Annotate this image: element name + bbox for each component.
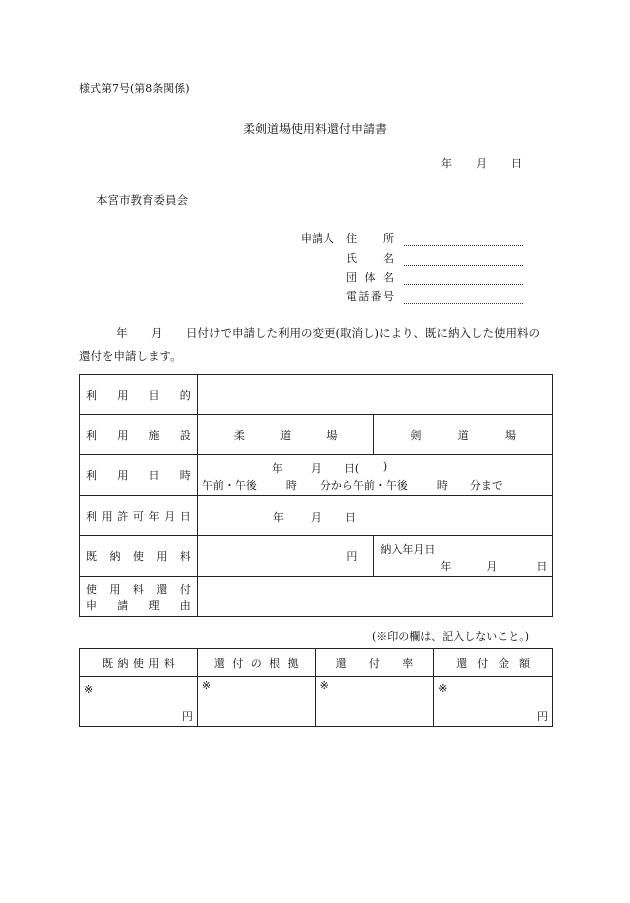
reason-label: 使 用 料 還 付 申 請 理 由 <box>80 577 198 617</box>
name-label: 氏 名 <box>346 252 394 265</box>
recipient: 本宮市教育委員会 <box>96 193 188 207</box>
office-use-mark: ※ <box>438 682 448 695</box>
paid-fee-input[interactable] <box>197 536 374 577</box>
address-label: 住 所 <box>346 232 394 245</box>
form-reference: 様式第7号(第8条関係) <box>79 82 190 95</box>
purpose-input[interactable] <box>197 375 552 415</box>
reason-row <box>80 577 553 617</box>
office-use-mark: ※ <box>201 679 212 692</box>
date-month-label: 月 <box>476 157 487 170</box>
office-refund-basis-cell <box>197 677 315 727</box>
datetime-input[interactable]: 年 月 日( ) 午前・午後 時 分から午前・午後 時 分まで <box>197 455 552 496</box>
office-refund-rate-cell <box>315 677 434 727</box>
statement-line2: 還付を申請します。 <box>79 349 182 363</box>
name-field[interactable] <box>404 265 523 266</box>
header-refund-rate: 還 付 率 <box>315 649 434 677</box>
refund-amount-yen: 円 <box>537 710 548 723</box>
permit-date-label: 利 用 許 可 年 月 日 <box>80 496 198 536</box>
purpose-label: 利 用 目 的 <box>80 375 198 415</box>
statement-month: 月 <box>151 326 163 340</box>
office-paid-fee-cell <box>80 677 198 727</box>
office-use-mark: ※ <box>84 683 94 696</box>
header-paid-fee: 既 納 使 用 料 <box>80 649 198 677</box>
office-header-row <box>80 649 553 677</box>
header-refund-amount: 還 付 金 額 <box>434 649 553 677</box>
phone-label: 電 話 番 号 <box>346 290 394 303</box>
facility-option-judo[interactable]: 柔 道 場 <box>197 415 374 455</box>
facility-label: 利 用 施 設 <box>80 415 198 455</box>
paid-fee-row <box>80 536 553 577</box>
paid-fee-unit: 円 <box>346 550 358 563</box>
office-use-table <box>79 648 553 727</box>
office-data-row <box>80 677 553 727</box>
header-refund-basis: 還 付 の 根 拠 <box>197 649 315 677</box>
statement-line1: 日付けで申請した利用の変更(取消し)により、既に納入した使用料の <box>186 326 540 340</box>
paid-fee-yen: 円 <box>181 710 193 723</box>
address-field[interactable] <box>404 245 523 246</box>
datetime-row <box>80 455 553 496</box>
facility-row <box>80 415 553 455</box>
paid-fee-label: 既 納 使 用 料 <box>80 536 198 577</box>
office-use-note: (※印の欄は、記入しないこと。) <box>372 630 530 643</box>
office-refund-amount-cell <box>434 677 553 727</box>
permit-date-input[interactable]: 年 月 日 <box>197 496 552 536</box>
reason-input[interactable] <box>197 577 552 617</box>
statement-year: 年 <box>116 326 128 340</box>
application-table <box>79 374 553 617</box>
group-name-field[interactable] <box>404 284 523 285</box>
payment-date-label: 納入年月日 <box>380 543 436 556</box>
facility-option-kendo[interactable]: 剣 道 場 <box>374 415 553 455</box>
purpose-row <box>80 375 553 415</box>
group-name-label: 団 体 名 <box>346 271 394 284</box>
payment-date-input[interactable]: 納入年月日 年 月 日 <box>374 536 553 577</box>
date-year-label: 年 <box>441 157 452 170</box>
office-use-mark: ※ <box>319 679 329 692</box>
document-title: 柔剣道場使用料還付申請書 <box>242 122 387 136</box>
applicant-label: 申請人 <box>301 232 334 245</box>
phone-field[interactable] <box>404 303 523 304</box>
datetime-label: 利 用 日 時 <box>80 455 198 496</box>
permit-date-row <box>80 496 553 536</box>
date-day-label: 日 <box>511 157 522 170</box>
